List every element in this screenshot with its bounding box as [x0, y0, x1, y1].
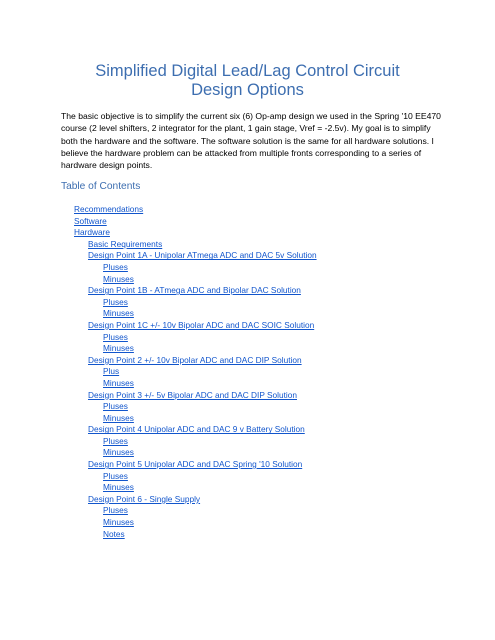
- toc-link[interactable]: Pluses: [103, 505, 128, 516]
- toc-link[interactable]: Notes: [103, 528, 125, 539]
- toc-link[interactable]: Software: [74, 215, 107, 226]
- toc-link[interactable]: Design Point 1C +/- 10v Bipolar ADC and DAC SOIC Solution: [88, 319, 315, 330]
- toc-item: [0, 401, 495, 413]
- toc-link[interactable]: Minuses: [103, 482, 134, 493]
- toc-item: [0, 204, 495, 216]
- toc-link[interactable]: Minuses: [103, 343, 134, 354]
- toc-link[interactable]: Recommendations: [74, 204, 144, 214]
- toc-item: [0, 413, 495, 425]
- toc-item: [0, 494, 495, 506]
- toc-link[interactable]: Design Point 2 +/- 10v Bipolar ADC and DAC DIP Solution: [88, 354, 302, 365]
- toc-item: [0, 239, 495, 251]
- toc-item: [0, 274, 495, 286]
- toc-item: [0, 250, 495, 262]
- toc-link[interactable]: Design Point 4 Unipolar ADC and DAC 9 v Battery Solution: [88, 424, 305, 435]
- toc-item: [0, 378, 495, 390]
- toc-item: [0, 436, 495, 448]
- toc-item: [0, 285, 495, 297]
- toc-link[interactable]: Design Point 1B - ATmega ADC and Bipolar DAC Solution: [88, 285, 301, 296]
- toc-item: [0, 216, 495, 228]
- toc-item: [0, 459, 495, 471]
- toc-item: [0, 308, 495, 320]
- toc-item: [0, 366, 495, 378]
- intro-paragraph: The basic objective is to simplify the current six (6) Op-amp design we used in the Spring '10 EE470 course (2 level shifters, 2 integrator for the plant, 1 gain stage, Vref = -2.5v). My goal is to simplify both the hardware and the software. The software solution is the same for all hardware solutions. I believe the hardware problem can be attacked from multiple fronts corresponding to a series of hardware design points.: [61, 111, 441, 171]
- table-of-contents: [0, 204, 495, 540]
- toc-item: [0, 355, 495, 367]
- document-title-line2: Design Options: [191, 81, 304, 99]
- toc-item: [0, 529, 495, 541]
- toc-link[interactable]: Pluses: [103, 435, 128, 446]
- toc-item: [0, 332, 495, 344]
- toc-item: [0, 517, 495, 529]
- toc-link[interactable]: Pluses: [103, 296, 128, 307]
- toc-link[interactable]: Basic Requirements: [88, 238, 163, 249]
- toc-item: [0, 390, 495, 402]
- toc-link[interactable]: Pluses: [103, 331, 128, 342]
- toc-link[interactable]: Minuses: [103, 447, 134, 458]
- toc-item: [0, 471, 495, 483]
- toc-link[interactable]: Design Point 5 Unipolar ADC and DAC Spring '10 Solution: [88, 459, 303, 470]
- toc-heading: Table of Contents: [61, 181, 141, 192]
- toc-item: [0, 505, 495, 517]
- toc-item: [0, 320, 495, 332]
- toc-link[interactable]: Minuses: [103, 273, 134, 284]
- document-title-line1: Simplified Digital Lead/Lag Control Circuit: [95, 62, 400, 80]
- toc-item: [0, 424, 495, 436]
- toc-link[interactable]: Minuses: [103, 377, 134, 388]
- toc-link[interactable]: Minuses: [103, 308, 134, 319]
- toc-link[interactable]: Plus: [103, 366, 120, 377]
- toc-link[interactable]: Hardware: [74, 227, 110, 238]
- toc-item: [0, 482, 495, 494]
- toc-item: [0, 227, 495, 239]
- toc-item: [0, 297, 495, 309]
- toc-link[interactable]: Pluses: [103, 261, 128, 272]
- toc-link[interactable]: Design Point 3 +/- 5v Bipolar ADC and DAC DIP Solution: [88, 389, 297, 400]
- toc-link[interactable]: Minuses: [103, 412, 134, 423]
- toc-link[interactable]: Design Point 6 - Single Supply: [88, 493, 201, 504]
- toc-link[interactable]: Minuses: [103, 517, 134, 528]
- toc-link[interactable]: Pluses: [103, 401, 128, 412]
- toc-item: [0, 447, 495, 459]
- toc-item: [0, 343, 495, 355]
- toc-link[interactable]: Pluses: [103, 470, 128, 481]
- toc-item: [0, 262, 495, 274]
- toc-link[interactable]: Design Point 1A - Unipolar ATmega ADC and DAC 5v Solution: [88, 250, 317, 261]
